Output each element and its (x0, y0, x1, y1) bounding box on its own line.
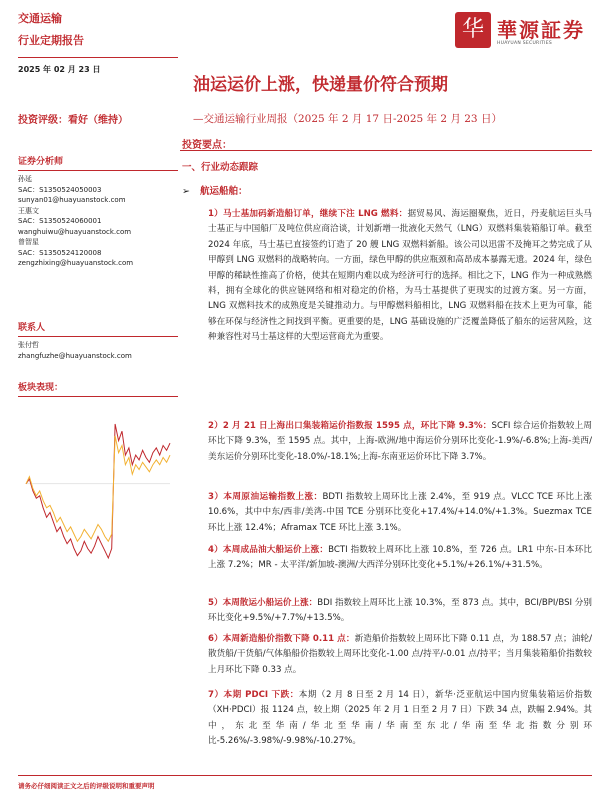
sector-performance-title: 板块表现： (18, 383, 64, 393)
paragraph-head: 4）本周成品油大船运价上涨： (208, 545, 329, 555)
logo-subtitle: HUAYUAN SECURITIES (497, 41, 553, 46)
chart-series-line-1 (26, 424, 170, 558)
analyst-line: wanghuiwu@huayuanstock.com (18, 227, 132, 236)
paragraph-body: SCFI 综合运价指数较上周环比下降 9.3%，至 1595 点。其中，上海-欧洲/地中海运价分别环比变化-1.9%/-6.8%;上海-美西/美东运价分别环比变化-18.0%/-18.1%;上海-东南亚运价环比下降 3.7%。 (208, 421, 592, 462)
footer-divider (18, 775, 592, 776)
paragraph-head: 7）本期 PDCI 下跌： (208, 690, 299, 700)
analysts-box (18, 154, 178, 269)
contact-line: 张付哲 (18, 341, 39, 349)
contacts-divider (18, 336, 178, 337)
analyst-line: SAC：S1350524050003 (18, 185, 102, 194)
subsection-title: 航运船舶： (199, 186, 248, 197)
footer-disclaimer: 请务必仔细阅读正文之后的评级说明和重要声明 (18, 782, 155, 790)
analyst-list (18, 174, 178, 269)
contacts-title: 联系人 (18, 323, 46, 333)
paragraph-1 (208, 207, 592, 346)
paragraph-body: 新造船价指数较上周环比下降 0.11 点，为 188.57 点；油轮/散货船/干货船/气体船船价指数较上周环比变化-1.00 点/持平/-0.01 点/持平；当月集装箱船价指数较上月环比下降 0.33 点。 (208, 634, 593, 675)
header-divider (18, 57, 178, 58)
chart-series-line-2 (26, 436, 170, 541)
investment-rating: 投资评级：看好（维持） (18, 115, 128, 126)
report-type: 行业定期报告 (18, 34, 84, 47)
analysts-divider (18, 170, 178, 171)
logo-name: 華源証券 (497, 18, 585, 42)
analyst-line: 孙延 (18, 175, 32, 183)
report-subtitle: —交通运输行业周报（2025 年 2 月 17 日-2025 年 2 月 23 日） (193, 113, 502, 125)
paragraph-2 (208, 419, 592, 465)
report-date: 2025 年 02 月 23 日 (18, 65, 101, 74)
paragraph-6 (208, 632, 592, 678)
section-heading: 一、行业动态跟踪 (182, 162, 259, 173)
paragraph-head: 5）本周散运小船运价上涨： (208, 598, 318, 608)
analyst-line: 王惠文 (18, 206, 39, 215)
paragraph-5 (208, 596, 592, 627)
sector-performance-chart (18, 400, 178, 590)
analyst-line: SAC：S1350524060001 (18, 217, 102, 225)
paragraph-3 (208, 490, 592, 536)
paragraph-4 (208, 543, 592, 574)
paragraph-body: BCTI 指数较上周环比上涨 10.8%，至 726 点。LR1 中东-日本环比上涨 7.2%；MR - 太平洋/新加坡-澳洲/大西洋分别环比变化+5.1%/+26.1%/+31.5%。 (208, 545, 592, 571)
report-category: 交通运输 (18, 12, 62, 25)
sector-performance-divider (18, 396, 178, 397)
bullet-arrow-icon: ➢ (182, 186, 190, 197)
analyst-line: sunyan01@huayuanstock.com (18, 196, 126, 204)
header-left (18, 10, 84, 50)
contacts-box (18, 320, 178, 361)
paragraph-7 (208, 688, 592, 750)
paragraph-head: 1）马士基加码新造船订单，继续下注 LNG 燃料： (208, 209, 408, 219)
paragraph-body: 本期（2 月 8 日至 2 月 14 日），新华·泛亚航运中国内贸集装箱运价指数（XH·PDCI）报 1124 点，较上期（2025 年 2 月 1 日至 2 月 7 日）下跌 34 点，跌幅 2.94%。其中，东北至华南/华北至华南/华南至东北/华南至华北指数分别环比-5.26%/-3.98%/-9.98%/-10.27%。 (208, 690, 592, 747)
report-title: 油运运价上涨，快递量价符合预期 (193, 75, 448, 95)
analyst-line: zengzhixing@huayuanstock.com (18, 259, 134, 267)
sector-performance-box (18, 380, 178, 397)
paragraph-body: 据贸易风、海运圈聚焦，近日，丹麦航运巨头马士基正与中国船厂及吨位供应商洽谈，计划新增一批液化天然气（LNG）双燃料集装箱船订单。截至 2024 年底，马士基已直接签约订造了 20 艘 LNG 双燃料新船。该公司以迅雷不及掩耳之势完成了从甲醇到 LNG 双燃料的战略转向。一方面，绿色甲醇的供应瓶颈和高昂成本暴露无遗。2024 年，绿色甲醇的稀缺性推高了价格，使其在短期内难以成为经济可行的选择。相比之下，LNG 作为一种成熟燃料，拥有全球化的供应链网络和相对稳定的价格，为马士基提供了更现实的过渡方案。另一方面，LNG 双燃料技术的成熟度是关键推动力。与甲醇燃料船相比，LNG 双燃料船在技术上更为可靠，能够在环保与经济性之间找到平衡。更重要的是，LNG 基础设施的广泛覆盖降低了船东的运营风险，这种兼容性对马士基这样的大型运营商尤为重要。 (208, 209, 592, 343)
analysts-title: 证券分析师 (18, 157, 64, 167)
contact-list (18, 340, 178, 361)
analyst-line: 曾智星 (18, 238, 39, 246)
paragraph-head: 3）本周原油运输指数上涨： (208, 492, 323, 502)
paragraph-head: 2）2 月 21 日上海出口集装箱运价指数报 1595 点，环比下降 9.3%： (208, 421, 492, 431)
paragraph-body: BDI 指数较上周环比上涨 10.3%，至 873 点。其中，BCI/BPI/BSI 分别环比变化+9.5%/+7.7%/+13.5%。 (208, 598, 593, 624)
company-logo (455, 12, 591, 52)
key-points-label: 投资要点： (182, 140, 232, 151)
contact-line: zhangfuzhe@huayuanstock.com (18, 351, 132, 360)
paragraph-head: 6）本周新造船价指数下降 0.11 点： (208, 634, 355, 644)
paragraph-body: BDTI 指数较上周环比上涨 2.4%，至 919 点。VLCC TCE 环比上涨 10.6%，其中中东/西非/美湾-中国 TCE 分别环比变化+17.4%/+14.0%/+1.3%。Suezmax TCE 环比上涨 12.4%；Aframax TCE 环比上涨 3.1%。 (208, 492, 592, 533)
analyst-line: SAC：S1350524120008 (18, 248, 102, 257)
key-points-divider (180, 150, 592, 151)
logo-mark: 华 (455, 12, 491, 48)
subsection-heading (182, 183, 247, 197)
